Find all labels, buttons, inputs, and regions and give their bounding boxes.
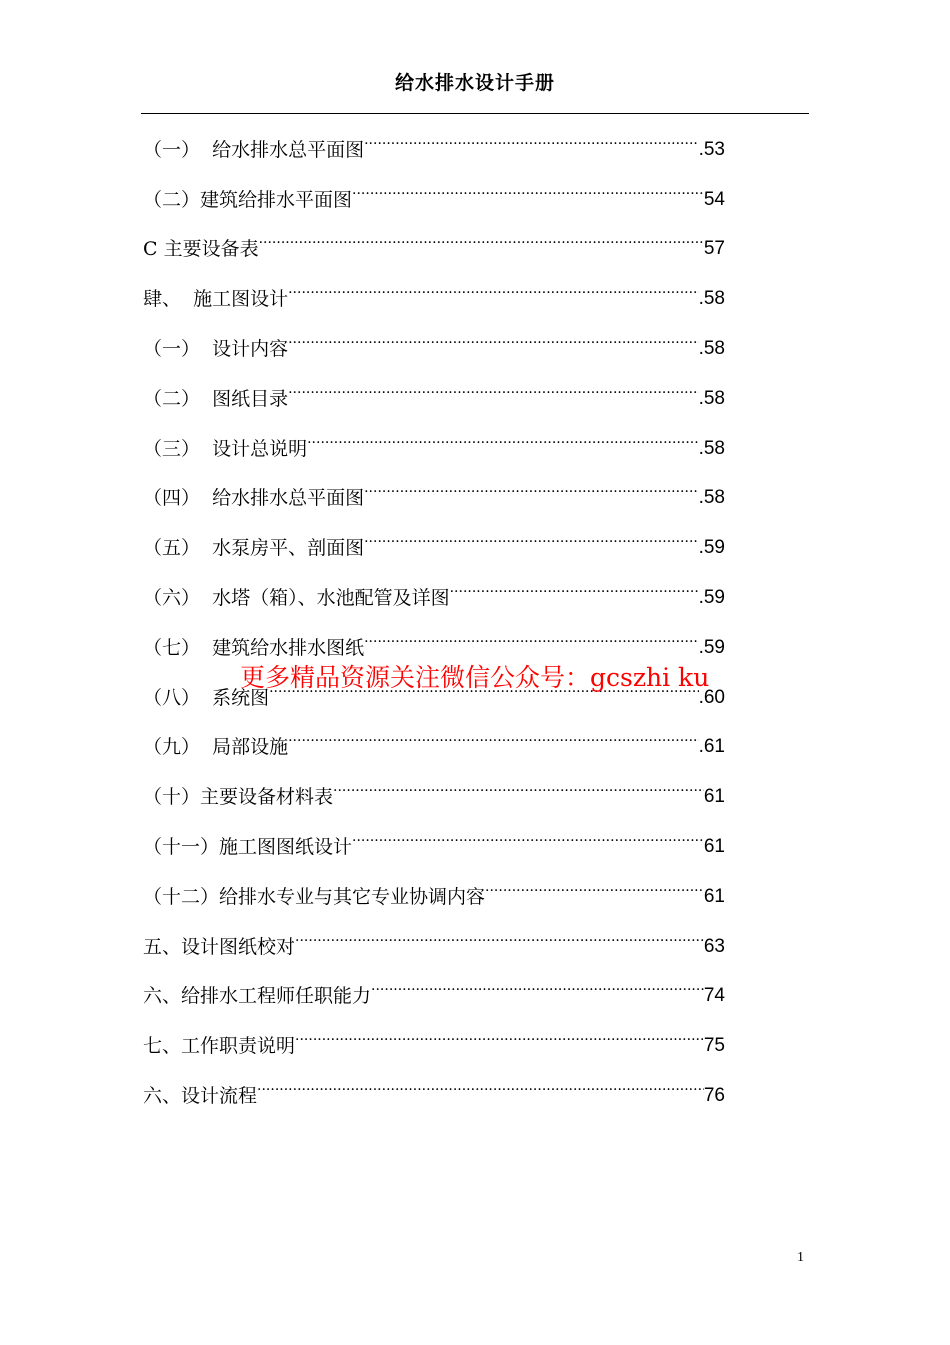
toc-leader	[485, 871, 704, 911]
toc-entry-page: .59	[698, 586, 725, 608]
toc-entry-title: （一） 设计内容	[143, 337, 289, 360]
toc-entry-title: （二）建筑给排水平面图	[143, 188, 353, 211]
toc-entry-page: 57	[703, 238, 725, 260]
toc-entry-title: （十二）给排水专业与其它专业协调内容	[143, 885, 486, 908]
toc-leader	[288, 721, 698, 761]
toc-entry-title: （六） 水塔（箱）、水池配管及详图	[143, 586, 450, 609]
toc-entry[interactable]	[143, 120, 725, 170]
toc-entry-title: （十一）施工图图纸设计	[143, 835, 353, 858]
toc-entry-title: （五） 水泵房平、剖面图	[143, 537, 365, 560]
toc-entry[interactable]	[143, 220, 725, 270]
page-number: 1	[797, 1250, 804, 1265]
toc-entry-page: .58	[698, 337, 725, 359]
toc-entry-page: 61	[703, 786, 725, 808]
toc-entry-page: .59	[698, 537, 725, 559]
toc-entry-page: .60	[698, 686, 725, 708]
toc-entry-title: 肆、 施工图设计	[143, 288, 289, 311]
toc-leader	[257, 1070, 704, 1110]
toc-leader	[295, 1020, 704, 1060]
toc-entry[interactable]	[143, 419, 725, 469]
toc-leader	[259, 223, 704, 263]
toc-leader	[288, 323, 698, 363]
toc-entry-page: .59	[698, 636, 725, 658]
toc-entry-page: .61	[698, 736, 725, 758]
toc-leader	[364, 472, 698, 512]
toc-entry-title: （二） 图纸目录	[143, 387, 289, 410]
toc-entry-title: 六、设计流程	[143, 1084, 258, 1107]
toc-entry[interactable]	[143, 1066, 725, 1116]
toc-leader	[371, 970, 704, 1010]
toc-entry-page: .58	[698, 487, 725, 509]
toc-entry[interactable]	[143, 170, 725, 220]
toc-entry[interactable]	[143, 518, 725, 568]
toc-entry[interactable]	[143, 718, 725, 768]
toc-entry[interactable]	[143, 917, 725, 967]
toc-entry-title: 六、给排水工程师任职能力	[143, 985, 372, 1008]
table-of-contents	[143, 120, 725, 1116]
page-header: 给水排水设计手册	[394, 72, 555, 94]
toc-entry-title: 五、设计图纸校对	[143, 935, 296, 958]
toc-entry[interactable]	[143, 568, 725, 618]
toc-entry-page: .58	[698, 288, 725, 310]
toc-entry-title: （四） 给水排水总平面图	[143, 487, 365, 510]
header-rule	[141, 113, 809, 114]
toc-entry-page: .58	[698, 387, 725, 409]
toc-entry-title: （十）主要设备材料表	[143, 786, 334, 809]
toc-entry[interactable]	[143, 817, 725, 867]
toc-entry-title: （九） 局部设施	[143, 736, 289, 759]
toc-entry-page: 63	[703, 935, 725, 957]
toc-entry-title: （八） 系统图	[143, 686, 270, 709]
toc-entry[interactable]	[143, 767, 725, 817]
toc-entry-title: （七） 建筑给水排水图纸	[143, 636, 365, 659]
toc-entry[interactable]	[143, 867, 725, 917]
toc-leader	[307, 423, 698, 463]
toc-entry[interactable]	[143, 469, 725, 519]
toc-entry-page: .53	[698, 138, 725, 160]
toc-leader	[288, 373, 698, 413]
toc-entry-page: .58	[698, 437, 725, 459]
toc-entry-page: 76	[703, 1084, 725, 1106]
watermark-text: 更多精品资源关注微信公众号：gcszhi ku	[240, 663, 710, 692]
toc-leader	[364, 124, 698, 164]
toc-entry-title: （一） 给水排水总平面图	[143, 138, 365, 161]
toc-entry-page: 75	[703, 1035, 725, 1057]
toc-leader	[352, 174, 704, 214]
toc-leader	[364, 522, 698, 562]
toc-entry-title: C 主要设备表	[143, 238, 259, 261]
toc-entry-title: （三） 设计总说明	[143, 437, 308, 460]
toc-leader	[333, 771, 704, 811]
toc-leader	[364, 622, 698, 662]
toc-entry-title: 七、工作职责说明	[143, 1035, 296, 1058]
toc-leader	[450, 572, 699, 612]
toc-entry[interactable]	[143, 269, 725, 319]
toc-entry[interactable]	[143, 369, 725, 419]
toc-entry[interactable]	[143, 319, 725, 369]
toc-entry-page: 61	[703, 885, 725, 907]
toc-entry[interactable]	[143, 967, 725, 1017]
toc-entry-page: 61	[703, 835, 725, 857]
toc-entry-page: 54	[703, 188, 725, 210]
toc-leader	[295, 921, 704, 961]
toc-entry[interactable]	[143, 1016, 725, 1066]
toc-leader	[352, 821, 704, 861]
toc-entry-page: 74	[703, 985, 725, 1007]
toc-leader	[288, 273, 698, 313]
